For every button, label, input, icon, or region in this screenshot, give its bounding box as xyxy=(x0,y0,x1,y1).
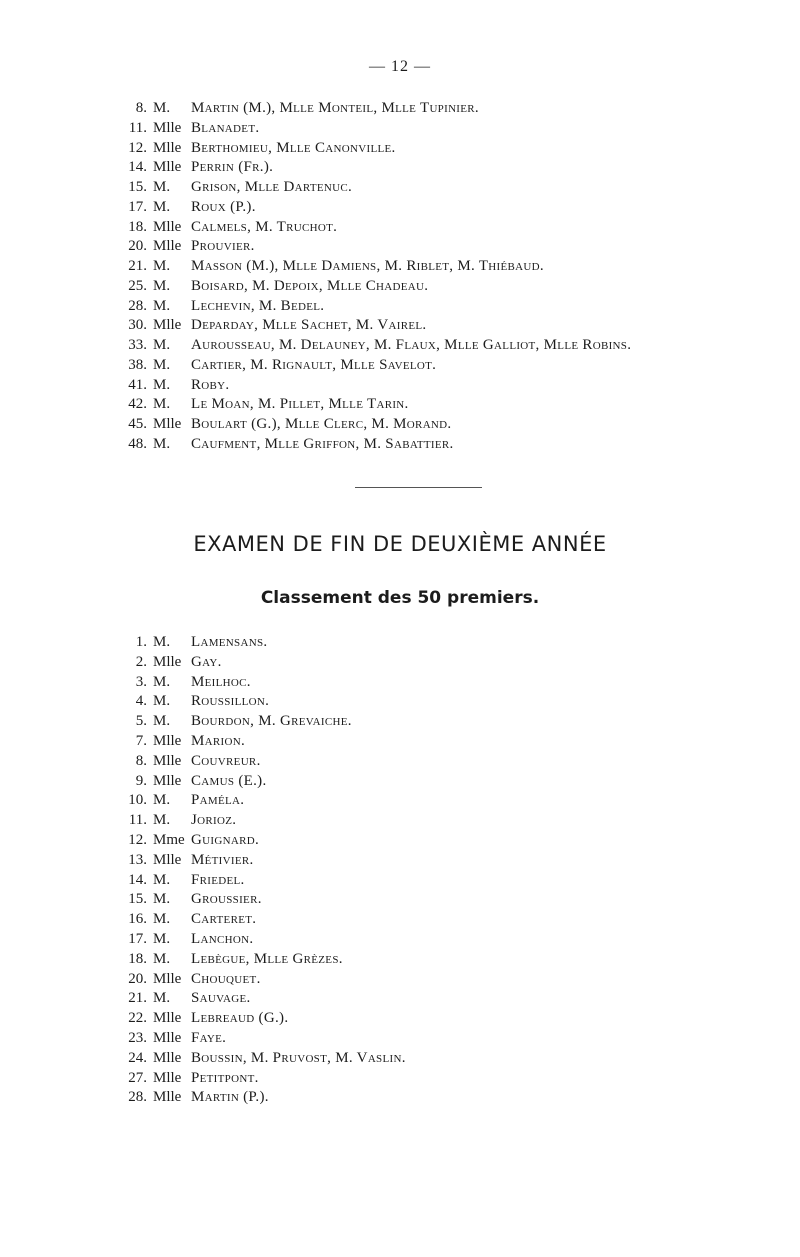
rank-number: 38. xyxy=(128,356,147,373)
rank-number: 15. xyxy=(128,891,147,908)
list-item xyxy=(0,158,800,178)
rank-number: 14. xyxy=(128,871,147,888)
civil-title: Mlle xyxy=(153,1049,182,1066)
civil-title: M. xyxy=(153,198,171,215)
civil-title: M. xyxy=(153,396,171,413)
list-item xyxy=(0,198,800,218)
candidate-names: Bourdon, M. Grevaiche. xyxy=(191,713,352,730)
list-item xyxy=(0,139,800,159)
list-item xyxy=(0,99,800,119)
list-item xyxy=(0,415,800,435)
civil-title: M. xyxy=(153,337,171,353)
rank-number: 17. xyxy=(128,930,147,947)
list-item xyxy=(0,692,800,712)
list-item xyxy=(0,989,800,1009)
candidate-names: Couvreur. xyxy=(191,752,261,769)
rank-number: 48. xyxy=(128,435,147,452)
candidate-names: Martin (M.), Mlle Monteil, Mlle Tupinier. xyxy=(191,100,479,116)
candidate-names: Cartier, M. Rignault, Mlle Savelot. xyxy=(191,356,437,373)
list-item xyxy=(0,890,800,910)
list-item xyxy=(0,712,800,732)
civil-title: M. xyxy=(153,871,171,888)
list-item xyxy=(0,178,800,198)
civil-title: Mlle xyxy=(153,653,182,670)
civil-title: M. xyxy=(153,990,171,1007)
list-item xyxy=(0,653,800,673)
civil-title: Mlle xyxy=(153,732,182,749)
candidate-names: Jorioz. xyxy=(191,812,237,829)
candidate-names: Le Moan, M. Pillet, Mlle Tarin. xyxy=(191,396,409,413)
civil-title: Mlle xyxy=(153,851,182,868)
list-item xyxy=(0,633,800,653)
ranking-list-previous xyxy=(0,99,800,455)
list-item xyxy=(0,851,800,871)
candidate-names: Métivier. xyxy=(191,851,254,868)
rank-number: 8. xyxy=(135,100,147,116)
rank-number: 3. xyxy=(135,673,147,690)
civil-title: M. xyxy=(153,693,171,710)
list-item xyxy=(0,970,800,990)
list-item xyxy=(0,910,800,930)
list-item xyxy=(0,316,800,336)
rank-number: 22. xyxy=(128,1010,147,1027)
rank-number: 28. xyxy=(128,1089,147,1106)
list-item xyxy=(0,277,800,297)
list-item xyxy=(0,791,800,811)
civil-title: Mlle xyxy=(153,139,182,156)
rank-number: 18. xyxy=(128,218,147,235)
candidate-names: Paméla. xyxy=(191,792,245,809)
rank-number: 16. xyxy=(128,911,147,928)
rank-number: 11. xyxy=(128,812,147,829)
rank-number: 2. xyxy=(135,653,147,670)
rank-number: 21. xyxy=(128,258,147,274)
candidate-names: Roby. xyxy=(191,376,230,393)
list-item xyxy=(0,336,800,356)
candidate-names: Berthomieu, Mlle Canonville. xyxy=(191,139,396,156)
civil-title: M. xyxy=(153,376,171,393)
candidate-names: Friedel. xyxy=(191,871,245,888)
civil-title: Mlle xyxy=(153,1010,182,1027)
candidate-names: Martin (P.). xyxy=(191,1089,269,1106)
candidate-names: Perrin (Fr.). xyxy=(191,159,274,176)
rank-number: 10. xyxy=(128,792,147,809)
rank-number: 21. xyxy=(128,990,147,1007)
candidate-names: Boussin, M. Pruvost, M. Vaslin. xyxy=(191,1049,406,1066)
list-item xyxy=(0,297,800,317)
candidate-names: Marion. xyxy=(191,732,246,749)
civil-title: Mlle xyxy=(153,752,182,769)
rank-number: 28. xyxy=(128,297,147,314)
page-number: — 12 — xyxy=(369,58,431,75)
list-item xyxy=(0,1069,800,1089)
civil-title: M. xyxy=(153,356,171,373)
candidate-names: Prouvier. xyxy=(191,238,255,255)
ranking-list-second-year xyxy=(0,633,800,1108)
civil-title: Mlle xyxy=(153,970,182,987)
list-item xyxy=(0,435,800,455)
rank-number: 12. xyxy=(128,831,147,848)
list-item xyxy=(0,395,800,415)
list-item xyxy=(0,732,800,752)
rank-number: 7. xyxy=(135,732,147,749)
rank-number: 1. xyxy=(135,634,147,650)
rank-number: 30. xyxy=(128,317,147,334)
rank-number: 9. xyxy=(135,772,147,789)
candidate-names: Lanchon. xyxy=(191,930,254,947)
section-subheading: Classement des 50 premiers. xyxy=(260,588,540,608)
candidate-names: Petitpont. xyxy=(191,1069,259,1086)
candidate-names: Camus (E.). xyxy=(191,772,267,789)
civil-title: M. xyxy=(153,911,171,928)
list-item xyxy=(0,376,800,396)
candidate-names: Lechevin, M. Bedel. xyxy=(191,297,325,314)
civil-title: M. xyxy=(153,297,171,314)
rank-number: 20. xyxy=(128,238,147,255)
candidate-names: Deparday, Mlle Sachet, M. Vairel. xyxy=(191,317,427,334)
civil-title: M. xyxy=(153,713,171,730)
candidate-names: Aurousseau, M. Delauney, M. Flaux, Mlle Galliot, Mlle Robins. xyxy=(191,337,632,353)
candidate-names: Carteret. xyxy=(191,911,257,928)
rank-number: 8. xyxy=(135,752,147,769)
list-item xyxy=(0,673,800,693)
candidate-names: Boisard, M. Depoix, Mlle Chadeau. xyxy=(191,277,429,294)
candidate-names: Guignard. xyxy=(191,831,260,848)
rank-number: 33. xyxy=(128,337,147,353)
section-heading: EXAMEN DE FIN DE DEUXIÈME ANNÉE xyxy=(193,532,607,556)
list-item xyxy=(0,1029,800,1049)
candidate-names: Groussier. xyxy=(191,891,262,908)
rank-number: 18. xyxy=(128,950,147,967)
civil-title: Mlle xyxy=(153,1089,182,1106)
civil-title: Mlle xyxy=(153,317,182,334)
candidate-names: Meilhoc. xyxy=(191,673,251,690)
list-item xyxy=(0,752,800,772)
civil-title: M. xyxy=(153,634,171,650)
list-item xyxy=(0,950,800,970)
candidate-names: Sauvage. xyxy=(191,990,251,1007)
section-divider xyxy=(355,487,482,488)
rank-number: 14. xyxy=(128,159,147,176)
rank-number: 23. xyxy=(128,1029,147,1046)
list-item xyxy=(0,119,800,139)
civil-title: Mlle xyxy=(153,1029,182,1046)
candidate-names: Grison, Mlle Dartenuc. xyxy=(191,179,353,195)
civil-title: Mlle xyxy=(153,238,182,255)
list-item xyxy=(0,257,800,277)
list-item xyxy=(0,356,800,376)
candidate-names: Roussillon. xyxy=(191,693,270,710)
rank-number: 4. xyxy=(135,693,147,710)
rank-number: 24. xyxy=(128,1049,147,1066)
candidate-names: Blanadet. xyxy=(191,119,260,136)
rank-number: 13. xyxy=(128,851,147,868)
rank-number: 42. xyxy=(128,396,147,413)
civil-title: M. xyxy=(153,950,171,967)
civil-title: Mlle xyxy=(153,1069,182,1086)
rank-number: 25. xyxy=(128,277,147,294)
candidate-names: Chouquet. xyxy=(191,970,261,987)
list-item xyxy=(0,811,800,831)
candidate-names: Faye. xyxy=(191,1029,227,1046)
list-item xyxy=(0,1088,800,1108)
rank-number: 27. xyxy=(128,1069,147,1086)
rank-number: 11. xyxy=(128,119,147,136)
civil-title: M. xyxy=(153,812,171,829)
candidate-names: Lebreaud (G.). xyxy=(191,1010,289,1027)
list-item xyxy=(0,1009,800,1029)
civil-title: Mlle xyxy=(153,416,182,432)
candidate-names: Lamensans. xyxy=(191,634,268,650)
list-item xyxy=(0,237,800,257)
civil-title: M. xyxy=(153,891,171,908)
list-item xyxy=(0,772,800,792)
civil-title: Mlle xyxy=(153,772,182,789)
civil-title: M. xyxy=(153,258,171,274)
list-item xyxy=(0,1049,800,1069)
candidate-names: Calmels, M. Truchot. xyxy=(191,218,338,235)
civil-title: Mlle xyxy=(153,218,182,235)
civil-title: M. xyxy=(153,930,171,947)
rank-number: 41. xyxy=(128,376,147,393)
civil-title: M. xyxy=(153,277,171,294)
candidate-names: Caufment, Mlle Griffon, M. Sabattier. xyxy=(191,435,454,452)
candidate-names: Gay. xyxy=(191,653,222,670)
candidate-names: Boulart (G.), Mlle Clerc, M. Morand. xyxy=(191,416,452,432)
candidate-names: Roux (P.). xyxy=(191,198,256,215)
list-item xyxy=(0,930,800,950)
rank-number: 5. xyxy=(135,713,147,730)
civil-title: M. xyxy=(153,179,171,195)
rank-number: 17. xyxy=(128,198,147,215)
list-item xyxy=(0,871,800,891)
civil-title: M. xyxy=(153,435,171,452)
candidate-names: Lebègue, Mlle Grèzes. xyxy=(191,950,343,967)
rank-number: 12. xyxy=(128,139,147,156)
candidate-names: Masson (M.), Mlle Damiens, M. Riblet, M. Thiébaud. xyxy=(191,258,544,274)
rank-number: 45. xyxy=(128,416,147,432)
rank-number: 20. xyxy=(128,970,147,987)
rank-number: 15. xyxy=(128,179,147,195)
civil-title: M. xyxy=(153,673,171,690)
list-item xyxy=(0,831,800,851)
civil-title: Mlle xyxy=(153,119,182,136)
list-item xyxy=(0,218,800,238)
civil-title: M. xyxy=(153,100,171,116)
civil-title: M. xyxy=(153,792,171,809)
civil-title: Mme xyxy=(153,831,185,848)
civil-title: Mlle xyxy=(153,159,182,176)
